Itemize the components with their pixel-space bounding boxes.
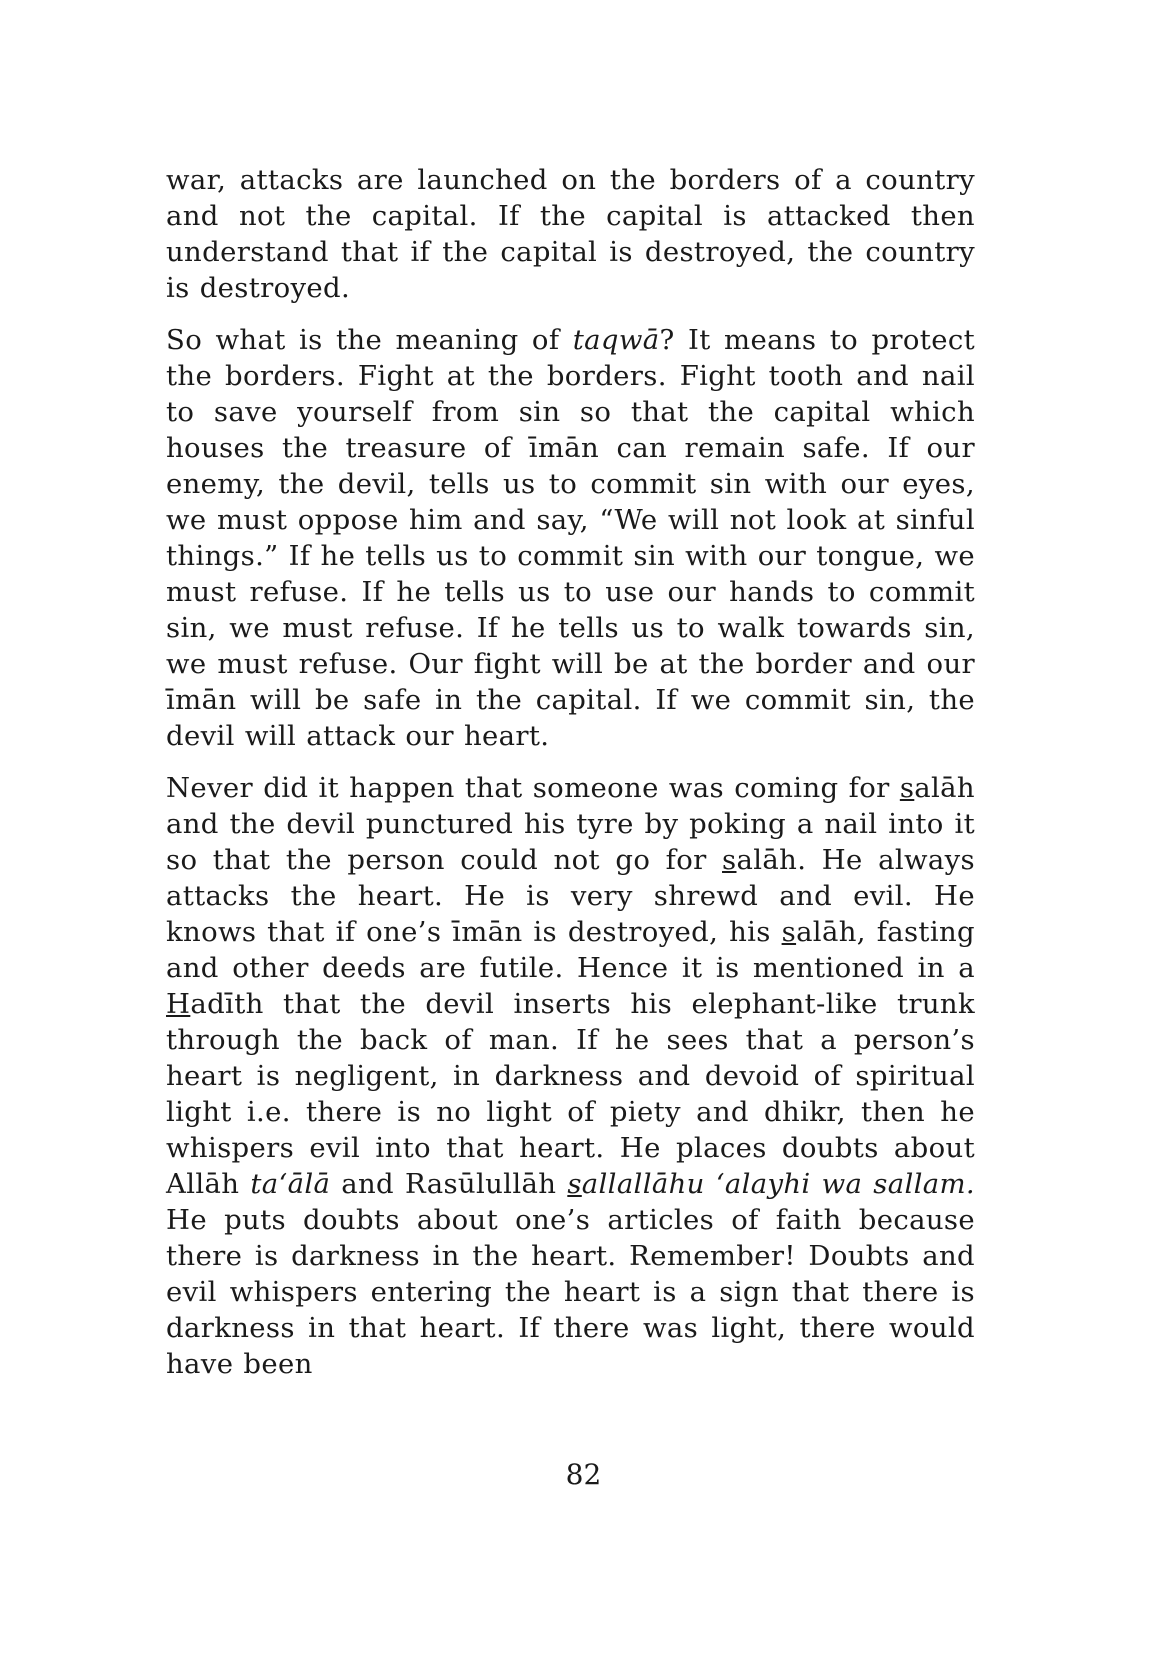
underlined-letter: s: [722, 844, 737, 876]
text-run: adīth that the devil inserts his elephant-like trunk through the back of man. If he sees that a person’s heart is negligent, in darkness and devoid of spiritual light i.e. there is no light of piety and dhikr, then he whispers evil into that heart. He places doubts about Allāh: [166, 988, 975, 1200]
text-run: alāh, fasting and other deeds are futile. Hence it is mentioned in a: [166, 916, 975, 984]
italic-term: taqwā: [572, 324, 660, 356]
text-run: war, attacks are launched on the borders of a country and not the capital. If the capital is attacked then understand that if the capital is destroyed, the country is destroyed.: [166, 164, 975, 304]
text-run: So what is the meaning of: [166, 324, 573, 356]
page-number: 82: [565, 1458, 602, 1491]
text-run: Never did it happen that someone was coming for: [166, 772, 900, 804]
paragraph-1: [166, 162, 975, 306]
underlined-italic-letter: s: [567, 1168, 582, 1200]
text-run: ? It means to protect the borders. Fight at the borders. Fight tooth and nail to save yourself from sin so that the capital which houses the treasure of īmān can remain safe. If our enemy, the devil, tells us to commit sin with our eyes, we must oppose him and say, “We will not look at sinful things.” If he tells us to commit sin with our tongue, we must refuse. If he tells us to use our hands to commit sin, we must refuse. If he tells us to walk towards sin, we must refuse. Our fight will be at the border and our īmān will be safe in the capital. If we commit sin, the devil will attack our heart.: [166, 324, 975, 752]
underlined-letter: s: [899, 772, 915, 804]
text-run: and Rasūlullāh: [330, 1168, 568, 1200]
text-run: alāh and the devil punctured his tyre by poking a nail into it so that the person could not go for: [166, 772, 975, 876]
italic-term: allallāhu ‘alayhi wa sallam.: [581, 1168, 976, 1200]
paragraph-2: [166, 322, 975, 754]
text-run: alāh. He always attacks the heart. He is very shrewd and evil. He knows that if one’s īmān is destroyed, his: [166, 844, 975, 948]
underlined-letter: H: [166, 988, 191, 1020]
body-text: [166, 162, 975, 1382]
underlined-letter: s: [781, 916, 797, 948]
italic-term: ta‘ālā: [250, 1168, 331, 1200]
paragraph-3: [166, 770, 975, 1382]
text-run: He puts doubts about one’s articles of faith because there is darkness in the heart. Remember! Doubts and evil whispers entering the heart is a sign that there is darkness in that heart. If there was light, there would have been: [166, 1204, 975, 1380]
